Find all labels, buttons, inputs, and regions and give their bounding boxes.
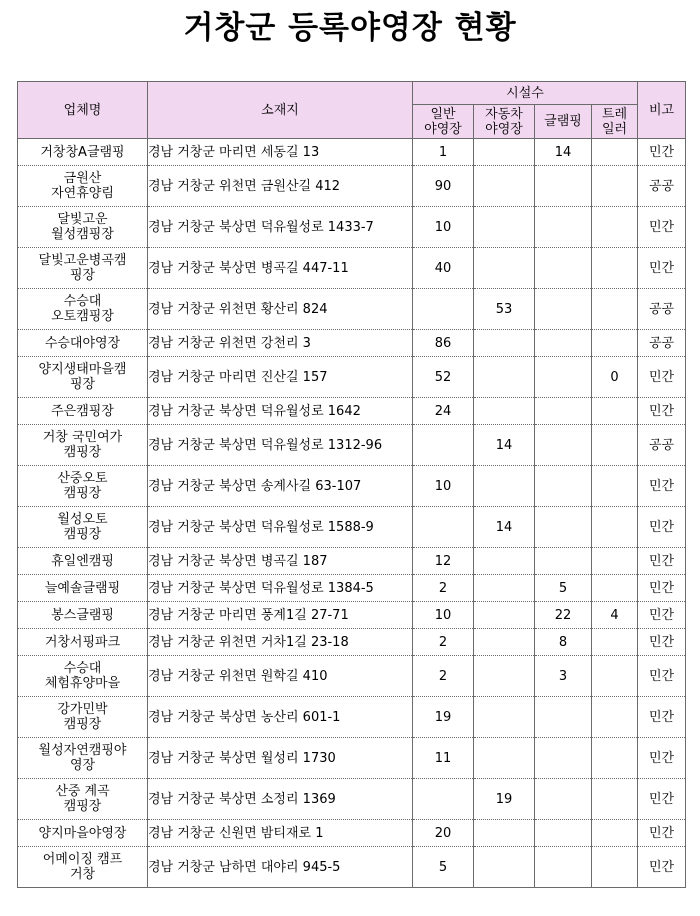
cell-address: 경남 거창군 위천면 황산리 824 xyxy=(148,289,413,330)
table-row xyxy=(18,330,686,357)
cell-note: 민간 xyxy=(638,575,686,602)
cell-trailer xyxy=(592,548,638,575)
cell-general xyxy=(413,779,474,820)
cell-glamping xyxy=(535,289,592,330)
header-glamping: 글램핑 xyxy=(535,105,592,139)
cell-glamping: 3 xyxy=(535,656,592,697)
table-row xyxy=(18,289,686,330)
cell-trailer xyxy=(592,820,638,847)
cell-glamping xyxy=(535,697,592,738)
cell-trailer xyxy=(592,139,638,166)
cell-address: 경남 거창군 북상면 월성리 1730 xyxy=(148,738,413,779)
cell-trailer xyxy=(592,398,638,425)
cell-glamping xyxy=(535,207,592,248)
cell-note: 공공 xyxy=(638,330,686,357)
cell-name: 강가민박 캠핑장 xyxy=(18,697,148,738)
cell-general: 20 xyxy=(413,820,474,847)
cell-glamping xyxy=(535,738,592,779)
cell-auto xyxy=(474,847,535,888)
cell-auto xyxy=(474,629,535,656)
cell-glamping: 5 xyxy=(535,575,592,602)
cell-auto xyxy=(474,139,535,166)
cell-address: 경남 거창군 북상면 덕유월성로 1312-96 xyxy=(148,425,413,466)
table-row xyxy=(18,779,686,820)
table-row xyxy=(18,139,686,166)
cell-name: 월성오토 캠핑장 xyxy=(18,507,148,548)
cell-note: 민간 xyxy=(638,207,686,248)
table-row xyxy=(18,425,686,466)
cell-glamping: 22 xyxy=(535,602,592,629)
cell-trailer xyxy=(592,166,638,207)
cell-note: 민간 xyxy=(638,357,686,398)
table-row xyxy=(18,656,686,697)
cell-address: 경남 거창군 신원면 밤티재로 1 xyxy=(148,820,413,847)
cell-trailer xyxy=(592,697,638,738)
cell-note: 민간 xyxy=(638,629,686,656)
cell-note: 민간 xyxy=(638,248,686,289)
cell-general: 2 xyxy=(413,575,474,602)
header-general: 일반 야영장 xyxy=(413,105,474,139)
cell-general: 5 xyxy=(413,847,474,888)
cell-name: 휴일엔캠핑 xyxy=(18,548,148,575)
cell-auto: 19 xyxy=(474,779,535,820)
table-row xyxy=(18,398,686,425)
cell-note: 민간 xyxy=(638,398,686,425)
cell-address: 경남 거창군 마리면 세동길 13 xyxy=(148,139,413,166)
cell-auto xyxy=(474,602,535,629)
table-row xyxy=(18,847,686,888)
cell-glamping xyxy=(535,779,592,820)
cell-note: 민간 xyxy=(638,847,686,888)
cell-trailer xyxy=(592,656,638,697)
cell-trailer xyxy=(592,289,638,330)
header-auto: 자동차 야영장 xyxy=(474,105,535,139)
cell-trailer xyxy=(592,425,638,466)
cell-auto xyxy=(474,575,535,602)
cell-general: 19 xyxy=(413,697,474,738)
cell-name: 산중오토 캠핑장 xyxy=(18,466,148,507)
cell-general: 52 xyxy=(413,357,474,398)
cell-name: 산중 계곡 캠핑장 xyxy=(18,779,148,820)
cell-glamping xyxy=(535,330,592,357)
cell-note: 민간 xyxy=(638,139,686,166)
cell-trailer xyxy=(592,207,638,248)
cell-auto: 14 xyxy=(474,425,535,466)
cell-glamping xyxy=(535,425,592,466)
table-row xyxy=(18,166,686,207)
cell-trailer: 4 xyxy=(592,602,638,629)
cell-trailer xyxy=(592,847,638,888)
table-row xyxy=(18,575,686,602)
cell-note: 민간 xyxy=(638,738,686,779)
cell-auto xyxy=(474,357,535,398)
cell-general: 10 xyxy=(413,466,474,507)
cell-glamping xyxy=(535,466,592,507)
cell-note: 공공 xyxy=(638,289,686,330)
cell-note: 민간 xyxy=(638,602,686,629)
cell-trailer xyxy=(592,575,638,602)
cell-note: 민간 xyxy=(638,779,686,820)
cell-name: 달빛고운 월성캠핑장 xyxy=(18,207,148,248)
cell-name: 늘예솔글램핑 xyxy=(18,575,148,602)
cell-glamping xyxy=(535,248,592,289)
cell-address: 경남 거창군 마리면 진산길 157 xyxy=(148,357,413,398)
table-row xyxy=(18,466,686,507)
table-row xyxy=(18,738,686,779)
cell-general: 90 xyxy=(413,166,474,207)
cell-auto xyxy=(474,466,535,507)
table-row xyxy=(18,548,686,575)
header-facilities: 시설수 xyxy=(413,82,638,105)
table-body xyxy=(18,139,686,888)
cell-auto xyxy=(474,656,535,697)
cell-name: 월성자연캠핑야 영장 xyxy=(18,738,148,779)
cell-auto xyxy=(474,330,535,357)
cell-note: 공공 xyxy=(638,166,686,207)
cell-auto: 14 xyxy=(474,507,535,548)
cell-address: 경남 거창군 마리면 풍계1길 27-71 xyxy=(148,602,413,629)
cell-trailer xyxy=(592,507,638,548)
cell-address: 경남 거창군 북상면 농산리 601-1 xyxy=(148,697,413,738)
page-title: 거창군 등록야영장 현황 xyxy=(183,10,517,46)
cell-name: 거창 국민여가 캠핑장 xyxy=(18,425,148,466)
cell-auto xyxy=(474,738,535,779)
cell-general xyxy=(413,507,474,548)
cell-general xyxy=(413,425,474,466)
header-trailer: 트레 일러 xyxy=(592,105,638,139)
cell-auto xyxy=(474,166,535,207)
cell-auto xyxy=(474,398,535,425)
cell-address: 경남 거창군 북상면 소정리 1369 xyxy=(148,779,413,820)
cell-general: 2 xyxy=(413,629,474,656)
cell-note: 민간 xyxy=(638,507,686,548)
cell-trailer xyxy=(592,466,638,507)
cell-note: 민간 xyxy=(638,466,686,507)
table-row xyxy=(18,697,686,738)
cell-address: 경남 거창군 북상면 병곡길 447-11 xyxy=(148,248,413,289)
cell-auto: 53 xyxy=(474,289,535,330)
cell-address: 경남 거창군 북상면 덕유월성로 1384-5 xyxy=(148,575,413,602)
table-row xyxy=(18,602,686,629)
cell-name: 수승대 오토캠핑장 xyxy=(18,289,148,330)
cell-general: 24 xyxy=(413,398,474,425)
campsite-table xyxy=(17,81,686,888)
header-address: 소재지 xyxy=(148,82,413,139)
cell-address: 경남 거창군 북상면 덕유월성로 1642 xyxy=(148,398,413,425)
cell-glamping: 14 xyxy=(535,139,592,166)
cell-address: 경남 거창군 위천면 금원산길 412 xyxy=(148,166,413,207)
cell-general: 2 xyxy=(413,656,474,697)
cell-trailer xyxy=(592,738,638,779)
cell-general: 40 xyxy=(413,248,474,289)
cell-glamping xyxy=(535,847,592,888)
cell-general: 1 xyxy=(413,139,474,166)
cell-name: 금원산 자연휴양림 xyxy=(18,166,148,207)
cell-auto xyxy=(474,548,535,575)
cell-address: 경남 거창군 남하면 대야리 945-5 xyxy=(148,847,413,888)
table-row xyxy=(18,207,686,248)
cell-note: 민간 xyxy=(638,820,686,847)
cell-auto xyxy=(474,697,535,738)
cell-address: 경남 거창군 북상면 덕유월성로 1588-9 xyxy=(148,507,413,548)
cell-name: 주은캠핑장 xyxy=(18,398,148,425)
cell-trailer xyxy=(592,779,638,820)
cell-auto xyxy=(474,248,535,289)
table-row xyxy=(18,820,686,847)
cell-name: 수승대 체험휴양마을 xyxy=(18,656,148,697)
cell-auto xyxy=(474,820,535,847)
table-row xyxy=(18,357,686,398)
cell-note: 민간 xyxy=(638,656,686,697)
cell-glamping xyxy=(535,548,592,575)
cell-glamping xyxy=(535,398,592,425)
cell-general: 10 xyxy=(413,207,474,248)
cell-trailer xyxy=(592,629,638,656)
table-row xyxy=(18,248,686,289)
cell-name: 어메이징 캠프 거창 xyxy=(18,847,148,888)
cell-glamping xyxy=(535,166,592,207)
table-row xyxy=(18,629,686,656)
cell-name: 양지생태마을캠 핑장 xyxy=(18,357,148,398)
header-note: 비고 xyxy=(638,82,686,139)
cell-address: 경남 거창군 북상면 덕유월성로 1433-7 xyxy=(148,207,413,248)
cell-general: 11 xyxy=(413,738,474,779)
cell-glamping xyxy=(535,507,592,548)
table-row xyxy=(18,507,686,548)
cell-trailer xyxy=(592,248,638,289)
cell-address: 경남 거창군 위천면 강천리 3 xyxy=(148,330,413,357)
cell-general: 10 xyxy=(413,602,474,629)
cell-name: 봉스글램핑 xyxy=(18,602,148,629)
cell-general: 12 xyxy=(413,548,474,575)
cell-address: 경남 거창군 북상면 송계사길 63-107 xyxy=(148,466,413,507)
cell-address: 경남 거창군 위천면 원학길 410 xyxy=(148,656,413,697)
cell-name: 거창창A글램핑 xyxy=(18,139,148,166)
cell-trailer: 0 xyxy=(592,357,638,398)
header-name: 업체명 xyxy=(18,82,148,139)
cell-name: 양지마을야영장 xyxy=(18,820,148,847)
cell-note: 공공 xyxy=(638,425,686,466)
cell-name: 거창서핑파크 xyxy=(18,629,148,656)
cell-glamping: 8 xyxy=(535,629,592,656)
cell-note: 민간 xyxy=(638,697,686,738)
cell-glamping xyxy=(535,357,592,398)
cell-general xyxy=(413,289,474,330)
cell-note: 민간 xyxy=(638,548,686,575)
cell-address: 경남 거창군 북상면 병곡길 187 xyxy=(148,548,413,575)
cell-auto xyxy=(474,207,535,248)
cell-trailer xyxy=(592,330,638,357)
cell-name: 수승대야영장 xyxy=(18,330,148,357)
cell-glamping xyxy=(535,820,592,847)
cell-general: 86 xyxy=(413,330,474,357)
cell-name: 달빛고운병곡캠 핑장 xyxy=(18,248,148,289)
cell-address: 경남 거창군 위천면 거차1길 23-18 xyxy=(148,629,413,656)
